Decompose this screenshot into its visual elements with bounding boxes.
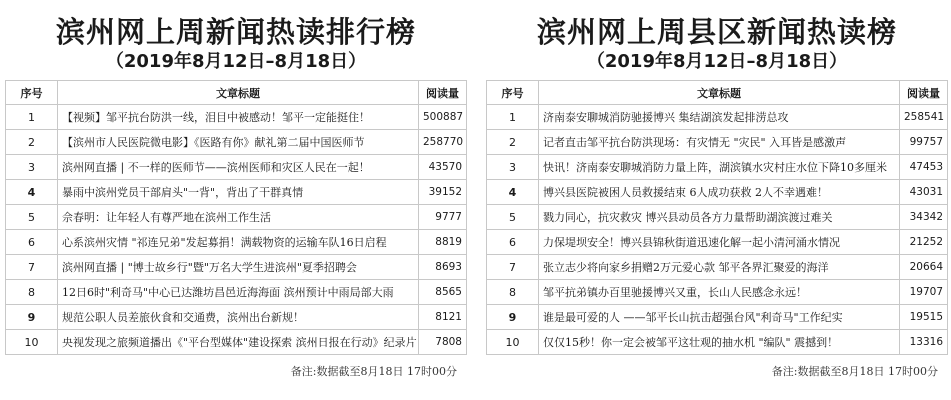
views-cell: 258541: [900, 105, 948, 130]
header-views: 阅读量: [419, 81, 467, 105]
rank-cell: 10: [6, 330, 58, 355]
header-title: 文章标题: [58, 81, 419, 105]
views-cell: 43570: [419, 155, 467, 180]
table-header-row: [487, 81, 948, 105]
left-ranking-table: [5, 80, 467, 355]
table-row[interactable]: [487, 330, 948, 355]
table-row[interactable]: [6, 255, 467, 280]
article-title-link[interactable]: 12日6时"利奇马"中心已达潍坊昌邑近海海面 滨州预计中雨局部大雨: [58, 280, 419, 305]
views-cell: 19707: [900, 280, 948, 305]
rank-cell: 10: [487, 330, 539, 355]
views-cell: 9777: [419, 205, 467, 230]
article-title-link[interactable]: 记者直击邹平抗台防洪现场：有灾情无 "灾民" 入耳皆是感激声: [539, 130, 900, 155]
views-cell: 20664: [900, 255, 948, 280]
table-row[interactable]: [487, 255, 948, 280]
table-header-row: [6, 81, 467, 105]
table-row[interactable]: [487, 280, 948, 305]
header-views: 阅读量: [900, 81, 948, 105]
right-title: 滨州网上周县区新闻热读榜: [536, 15, 897, 49]
table-row[interactable]: [6, 230, 467, 255]
rank-cell: 2: [6, 130, 58, 155]
views-cell: 47453: [900, 155, 948, 180]
table-row[interactable]: [487, 230, 948, 255]
left-footnote: 备注:数据截至8月18日 17时00分: [290, 365, 457, 378]
rank-cell: 7: [6, 255, 58, 280]
article-title-link[interactable]: 邹平抗弟镇办百里驰援博兴又重，长山人民感念永远！: [539, 280, 900, 305]
header-title: 文章标题: [539, 81, 900, 105]
table-row[interactable]: [487, 305, 948, 330]
rank-cell: 5: [6, 205, 58, 230]
rank-cell: 6: [6, 230, 58, 255]
table-row[interactable]: [6, 130, 467, 155]
views-cell: 39152: [419, 180, 467, 205]
rank-cell: 8: [6, 280, 58, 305]
views-cell: 8121: [419, 305, 467, 330]
header-rank: 序号: [6, 81, 58, 105]
rank-cell: 3: [6, 155, 58, 180]
table-row[interactable]: [487, 155, 948, 180]
rank-cell: 7: [487, 255, 539, 280]
left-subtitle: （2019年8月12日–8月18日）: [105, 51, 367, 72]
views-cell: 34342: [900, 205, 948, 230]
article-title-link[interactable]: 谁是最可爱的人 ——邹平长山抗击超强台风"利奇马"工作纪实: [539, 305, 900, 330]
rank-cell: 9: [6, 305, 58, 330]
table-row[interactable]: [487, 105, 948, 130]
header-rank: 序号: [487, 81, 539, 105]
article-title-link[interactable]: 戮力同心，抗灾救灾 博兴县动员各方力量帮助湖滨渡过难关: [539, 205, 900, 230]
article-title-link[interactable]: 张立志少将向家乡捐赠2万元爱心款 邹平各界汇聚爱的海洋: [539, 255, 900, 280]
article-title-link[interactable]: 滨州网直播 | 不一样的医师节——滨州医师和灾区人民在一起！: [58, 155, 419, 180]
article-title-link[interactable]: 【滨州市人民医院微电影】《医路有你》献礼第二届中国医师节: [58, 130, 419, 155]
views-cell: 258770: [419, 130, 467, 155]
rank-cell: 4: [6, 180, 58, 205]
article-title-link[interactable]: 规范公职人员差旅伙食和交通费，滨州出台新规！: [58, 305, 419, 330]
views-cell: 99757: [900, 130, 948, 155]
article-title-link[interactable]: 仅仅15秒！你一定会被邹平这壮观的抽水机 "编队" 震撼到！: [539, 330, 900, 355]
left-title: 滨州网上周新闻热读排行榜: [55, 15, 416, 49]
table-row[interactable]: [6, 155, 467, 180]
article-title-link[interactable]: 【视频】邹平抗台防洪一线，泪目中被感动！邹平一定能挺住！: [58, 105, 419, 130]
left-panel: [5, 0, 467, 379]
right-footnote: 备注:数据截至8月18日 17时00分: [771, 365, 938, 378]
table-row[interactable]: [487, 180, 948, 205]
rank-cell: 1: [487, 105, 539, 130]
rank-cell: 8: [487, 280, 539, 305]
right-subtitle: （2019年8月12日–8月18日）: [586, 51, 848, 72]
article-title-link[interactable]: 济南泰安聊城消防驰援博兴 集结湖滨发起排涝总攻: [539, 105, 900, 130]
table-row[interactable]: [6, 180, 467, 205]
article-title-link[interactable]: 力保堤坝安全！博兴县锦秋街道迅速化解一起小清河涌水情况: [539, 230, 900, 255]
rank-cell: 1: [6, 105, 58, 130]
views-cell: 13316: [900, 330, 948, 355]
views-cell: 43031: [900, 180, 948, 205]
rank-cell: 5: [487, 205, 539, 230]
article-title-link[interactable]: 心系滨州灾情 "祁连兄弟"发起募捐！满载物资的运输车队16日启程: [58, 230, 419, 255]
rank-cell: 3: [487, 155, 539, 180]
article-title-link[interactable]: 央视发现之旅频道播出《"平台型媒体"建设探索 滨州日报在行动》纪录片: [58, 330, 419, 355]
views-cell: 8819: [419, 230, 467, 255]
rank-cell: 9: [487, 305, 539, 330]
rank-cell: 2: [487, 130, 539, 155]
table-row[interactable]: [6, 305, 467, 330]
table-row[interactable]: [487, 205, 948, 230]
rank-cell: 4: [487, 180, 539, 205]
table-row[interactable]: [6, 330, 467, 355]
rank-cell: 6: [487, 230, 539, 255]
right-ranking-table: [486, 80, 948, 355]
views-cell: 8693: [419, 255, 467, 280]
article-title-link[interactable]: 快讯！济南泰安聊城消防力量上阵，湖滨镇水灾村庄水位下降10多厘米: [539, 155, 900, 180]
table-row[interactable]: [6, 105, 467, 130]
views-cell: 21252: [900, 230, 948, 255]
table-row[interactable]: [6, 205, 467, 230]
article-title-link[interactable]: 滨州网直播 | "博士故乡行"暨"万名大学生进滨州"夏季招聘会: [58, 255, 419, 280]
right-panel: [486, 0, 948, 379]
views-cell: 8565: [419, 280, 467, 305]
table-row[interactable]: [487, 130, 948, 155]
article-title-link[interactable]: 暴雨中滨州党员干部肩头"一背"，背出了干群真情: [58, 180, 419, 205]
views-cell: 500887: [419, 105, 467, 130]
article-title-link[interactable]: 佘春明：让年轻人有尊严地在滨州工作生活: [58, 205, 419, 230]
article-title-link[interactable]: 博兴县医院被困人员救援结束 6人成功获救 2人不幸遇难！: [539, 180, 900, 205]
views-cell: 7808: [419, 330, 467, 355]
views-cell: 19515: [900, 305, 948, 330]
table-row[interactable]: [6, 280, 467, 305]
